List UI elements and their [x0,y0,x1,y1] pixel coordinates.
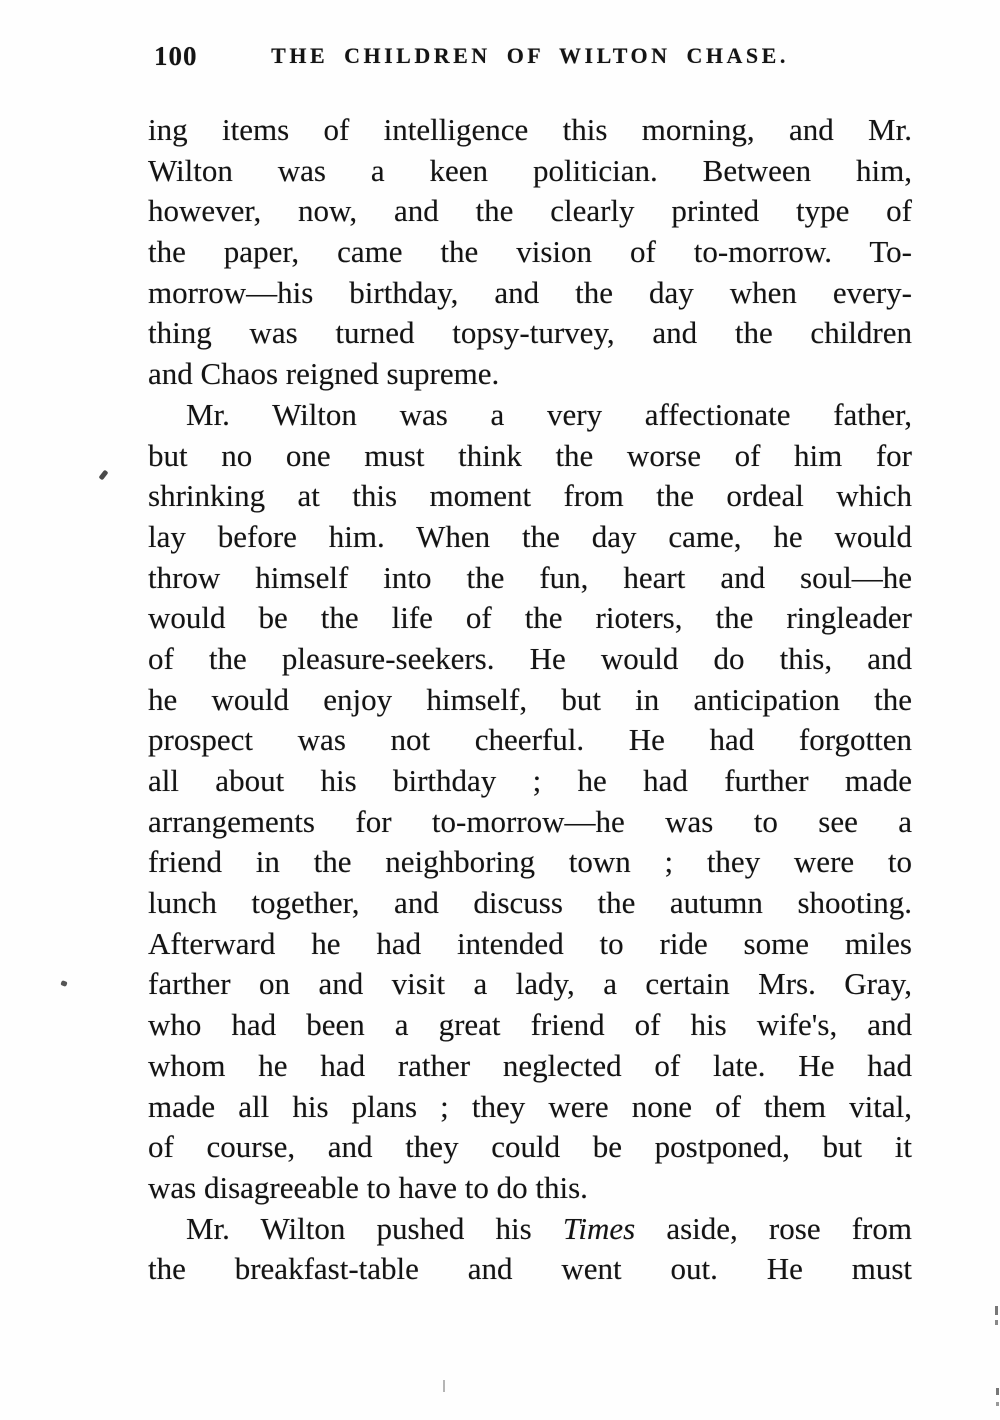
text-segment: lay before him. When the day came, he would [148,518,912,554]
text-segment: Afterward he had intended to ride some miles [148,925,912,961]
scan-artifact [60,980,67,987]
text-line [148,1168,912,1209]
text-line [148,680,912,721]
running-title: THE CHILDREN OF WILTON CHASE. [271,43,789,68]
text-segment: ing items of intelligence this morning, and Mr. [148,112,912,147]
text-line [148,598,912,639]
text-segment: and Chaos reigned supreme. [148,356,500,392]
text-segment: the breakfast-table and went out. He must [148,1251,912,1287]
paragraph [148,1209,912,1290]
text-line [148,842,912,883]
scan-artifact [996,1402,999,1406]
scan-artifact [995,1320,998,1325]
text-line [148,883,912,924]
text-line [148,802,912,843]
paragraph [148,395,912,1209]
text-segment: thing was turned topsy-turvey, and the children [148,315,912,351]
text-line [148,720,912,761]
text-line [148,273,912,314]
text-line [148,1046,912,1087]
text-segment: was disagreeable to have to do this. [148,1169,588,1205]
scan-artifact [98,470,108,481]
text-segment: friend in the neighboring town ; they were to [148,844,912,880]
text-segment: throw himself into the fun, heart and soul—he [148,559,912,595]
text-segment: all about his birthday ; he had further made [148,763,912,798]
text-segment: shrinking at this moment from the ordeal which [148,478,912,514]
text-line [148,436,912,477]
text-segment: lunch together, and discuss the autumn shooting. [148,885,912,921]
text-segment: prospect was not cheerful. He had forgotten [148,722,912,758]
text-line [148,1005,912,1046]
text-segment: morrow—his birthday, and the day when every- [148,274,912,310]
page-body [148,110,912,1290]
text-line [148,191,912,232]
text-line [148,1209,912,1250]
text-line [148,354,912,395]
text-segment: he would enjoy himself, but in anticipation the [148,681,912,717]
text-line [148,1127,912,1168]
text-line [148,232,912,273]
text-line [148,924,912,965]
page-number: 100 [154,41,198,71]
text-segment: of course, and they could be postponed, but it [148,1129,912,1165]
text-segment: Mr. Wilton was a very affectionate father, [186,396,912,432]
text-segment: the paper, came the vision of to-morrow. To- [148,234,912,270]
scan-artifact [995,1306,998,1315]
paragraph [148,110,912,395]
text-segment: Mr. Wilton pushed his [186,1210,563,1246]
scan-artifact [443,1380,445,1392]
text-segment: whom he had rather neglected of late. He had [148,1047,912,1083]
text-line [148,110,912,151]
text-line [148,1249,912,1290]
text-line [148,964,912,1005]
text-line [148,476,912,517]
text-segment: would be the life of the rioters, the ringleader [148,600,912,636]
running-head [148,40,912,74]
text-line [148,761,912,802]
scan-artifact [996,1388,999,1395]
text-segment: but no one must think the worse of him for [148,437,912,473]
text-segment: Wilton was a keen politician. Between him, [148,152,912,188]
text-line [148,558,912,599]
text-segment: however, now, and the clearly printed type of [148,193,912,229]
italic-text: Times [562,1210,636,1246]
text-line [148,639,912,680]
text-line [148,517,912,558]
text-segment: of the pleasure-seekers. He would do this, and [148,640,912,676]
text-segment: made all his plans ; they were none of them vital, [148,1088,912,1124]
text-line [148,151,912,192]
text-segment: farther on and visit a lady, a certain Mrs. Gray, [148,966,912,1002]
text-line [148,1087,912,1128]
text-segment: who had been a great friend of his wife's, and [148,1007,912,1043]
text-line [148,395,912,436]
text-segment: aside, rose from [635,1210,912,1246]
text-line [148,313,912,354]
text-segment: arrangements for to-morrow—he was to see a [148,803,912,839]
